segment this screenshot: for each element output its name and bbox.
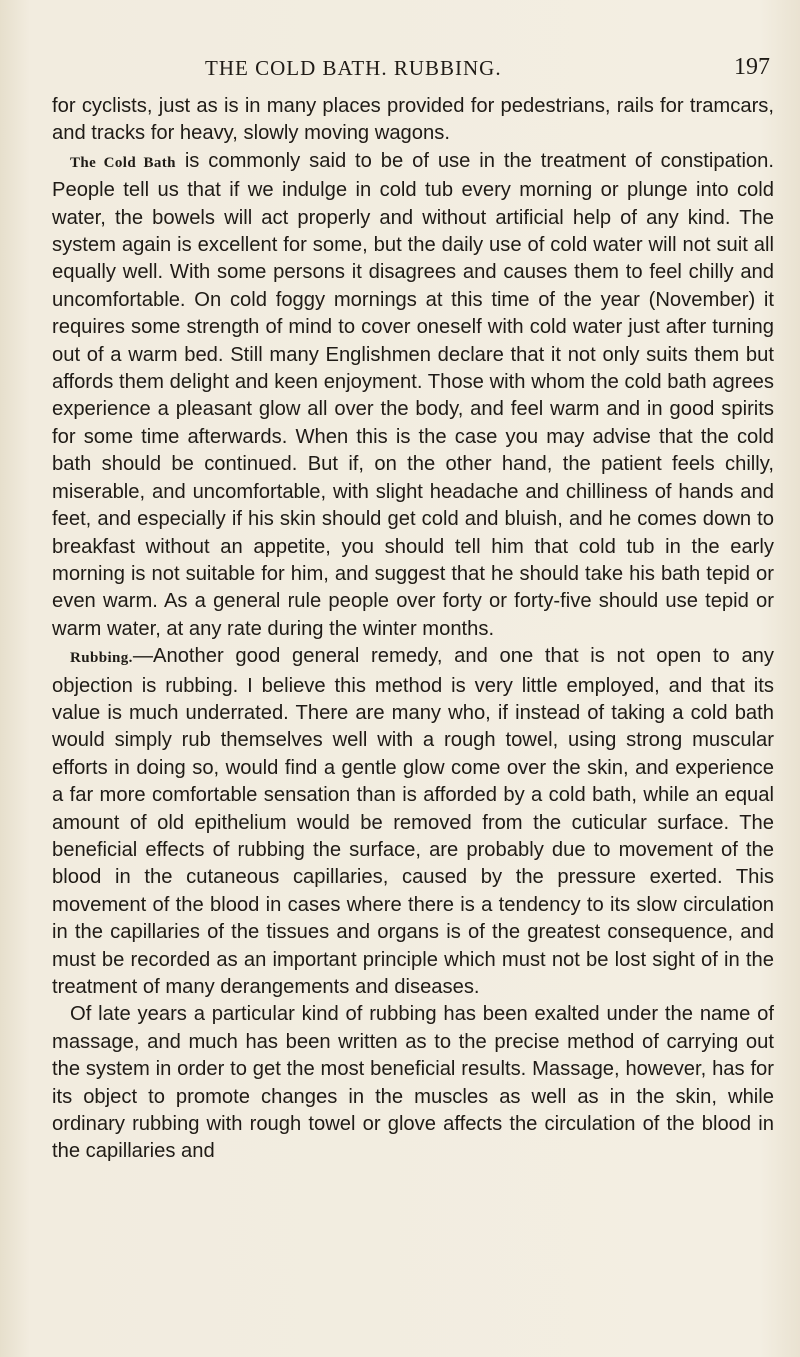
side-heading-rubbing: Rubbing. — [70, 650, 133, 667]
paragraph-1: for cyclists, just as is in many places provided for pedestrians, rails for tramcars, and tracks for heavy, slowly moving wagons. — [52, 95, 774, 145]
paragraph-cold-bath — [52, 148, 774, 643]
side-heading-cold-bath: The Cold Bath — [70, 154, 176, 171]
running-head — [0, 50, 800, 90]
paragraph-cold-bath-text: is commonly said to be of use in the treatment of constipation. People tell us that if we indulge in cold tub every morning or plunge into cold water, the bowels will act properly and without artificial help of any kind. The system again is excellent for some, but the daily use of cold water will not suit all equally well. With some persons it disagrees and causes them to feel chilly and uncomfortable. On cold foggy mornings at this time of the year (November) it requires some strength of mind to cover oneself with cold water just after turning out of a warm bed. Still many Englishmen declare that it not only suits them but affords them delight and keen enjoyment. Those with whom the cold bath agrees experience a pleasant glow all over the body, and feel warm and in good spirits for some time afterwards. When this is the case you may advise that the cold bath should be continued. But if, on the other hand, the patient feels chilly, miserable, and uncomfortable, with slight headache and chilliness of hands and feet, and especially if his skin should get cold and bluish, and he comes down to breakfast without an appetite, you should tell him that cold tub in the early morning is not suitable for him, and suggest that he should take his bath tepid or even warm. As a general rule people over forty or forty-five should use tepid or warm water, at any rate during the winter months. — [52, 149, 774, 640]
page-number: 197 — [734, 54, 770, 80]
paragraph-rubbing — [52, 643, 774, 1001]
body-text — [52, 93, 774, 1166]
running-title: THE COLD BATH. RUBBING. — [205, 56, 502, 80]
paragraph-rubbing-text: —Another good general remedy, and one that is not open to any objection is rubbing. I believe this method is very little employed, and that its value is much underrated. There are many who, if instead of taking a cold bath would simply rub themselves well with a rough towel, using strong muscular efforts in doing so, would find a gentle glow come over the skin, and experience a far more comfortable sensation than is afforded by a cold bath, while an equal amount of old epithelium would be removed from the cuticular surface. The beneficial effects of rubbing the surface, are probably due to movement of the blood in the cutaneous capillaries, caused by the pressure exerted. This movement of the blood in cases where there is a tendency to its slow circulation in the capillaries of the tissues and organs is of the greatest consequence, and must be recorded as an important principle which must not be lost sight of in the treatment of many derangements and diseases. — [52, 645, 774, 998]
paragraph-massage: Of late years a particular kind of rubbing has been exalted under the name of massage, and much has been written as to the precise method of carrying out the system in order to get the most beneficial results. Massage, however, has for its object to promote changes in the muscles as well as in the skin, while ordinary rubbing with rough towel or glove affects the circulation of the blood in the capillaries and — [52, 1003, 774, 1163]
